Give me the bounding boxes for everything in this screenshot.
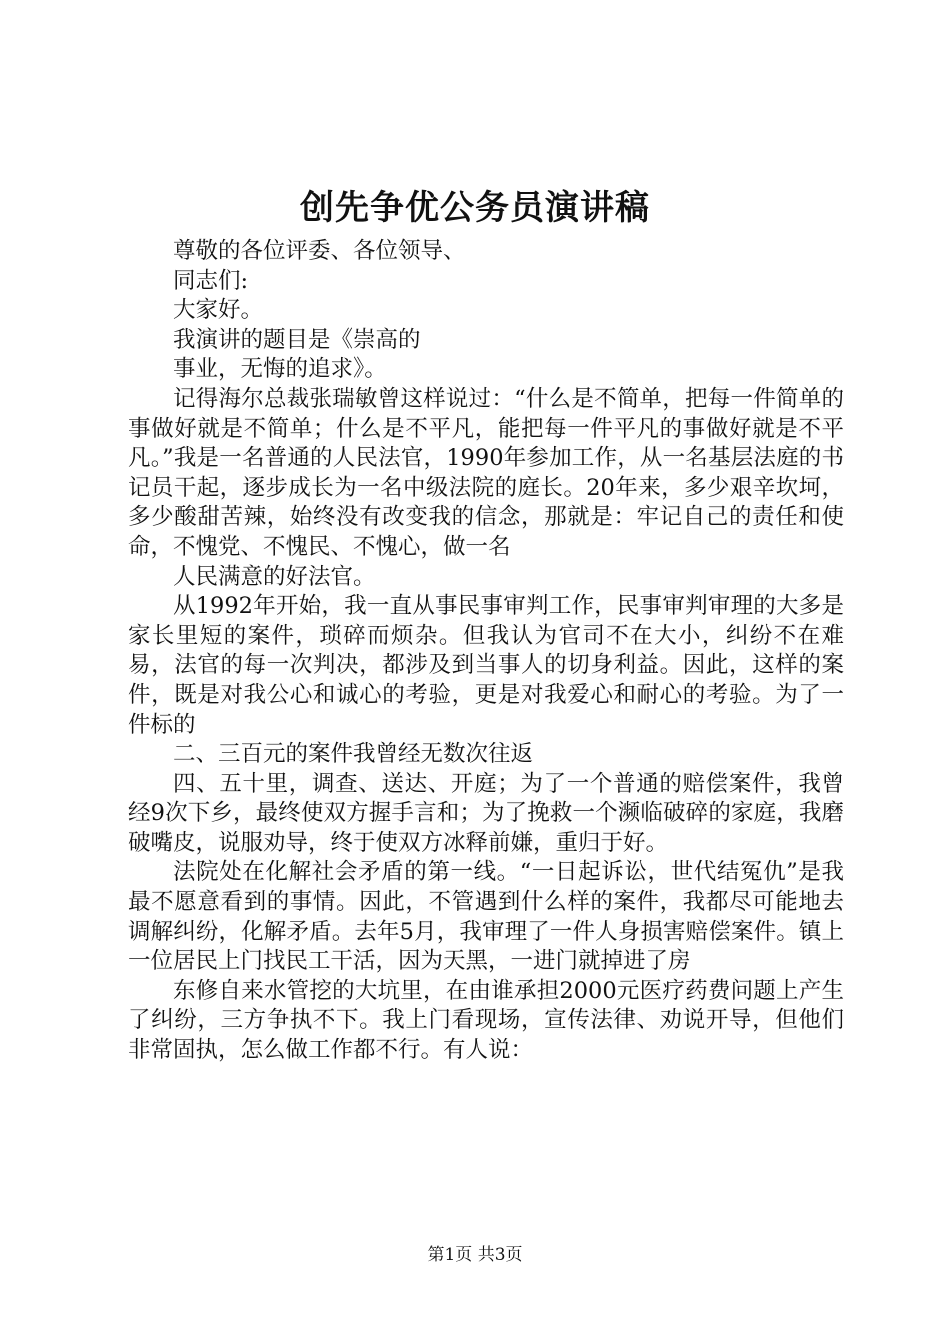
paragraph-small-cases: 二、三百元的案件我曾经无数次往返 bbox=[173, 741, 534, 768]
paragraph-field-work: 四、五十里，调查、送达、开庭；为了一个普通的赔偿案件，我曾经9次下乡，最终使双方握手言和；为了挽救一个濒临破碎的家庭，我磨破嘴皮，说服劝导，终于使双方冰释前嫌，重归于好。 bbox=[128, 770, 844, 856]
document-body bbox=[128, 237, 844, 1066]
paragraph-topic-title: 事业，无悔的追求》。 bbox=[173, 356, 387, 383]
document-title: 创先争优公务员演讲稿 bbox=[300, 188, 650, 228]
paragraph-mediation: 法院处在化解社会矛盾的第一线。“一日起诉讼，世代结冤仇”是我最不愿意看到的事情。因此，不管遇到什么样的案件，我都尽可能地去调解纠纷，化解矛盾。去年5月，我审理了一件人身损害赔偿案件。镇上一位居民上门找民工干活，因为天黑，一进门就掉进了房 bbox=[128, 859, 844, 975]
paragraph-civil-trials: 从1992年开始，我一直从事民事审判工作，民事审判审理的大多是家长里短的案件，琐碎而烦杂。但我认为官司不在大小，纠纷不在难易，法官的每一次判决，都涉及到当事人的切身利益。因此，这样的案件，既是对我公心和诚心的考验，更是对我爱心和耐心的考验。为了一件标的 bbox=[128, 593, 844, 738]
paragraph-salutation: 尊敬的各位评委、各位领导、 bbox=[173, 238, 466, 264]
paragraph-water-pipe-case: 东修自来水管挖的大坑里，在由谁承担2000元医疗药费问题上产生了纠纷，三方争执不下。我上门看现场，宣传法律、劝说开导，但他们非常固执，怎么做工作都不行。有人说： bbox=[128, 977, 844, 1064]
paragraph-haier-quote: 记得海尔总裁张瑞敏曾这样说过：“什么是不简单，把每一件简单的事做好就是不简单；什么是不平凡，能把每一件平凡的事做好就是不平凡。”我是一名普通的人民法官，1990年参加工作，从一名基层法庭的书记员干起，逐步成长为一名中级法院的庭长。20年来，多少艰辛坎坷，多少酸甜苦辣，始终没有改变我的信念，那就是：牢记自己的责任和使命，不愧党、不愧民、不愧心，做一名 bbox=[128, 385, 844, 560]
paragraph-comrades: 同志们: bbox=[173, 267, 249, 294]
paragraph-topic-intro: 我演讲的题目是《崇高的 bbox=[173, 326, 421, 353]
paragraph-good-judge: 人民满意的好法官。 bbox=[173, 563, 376, 590]
paragraph-greeting: 大家好。 bbox=[173, 297, 264, 324]
page-number-footer: 第1页 共3页 bbox=[427, 1245, 523, 1265]
